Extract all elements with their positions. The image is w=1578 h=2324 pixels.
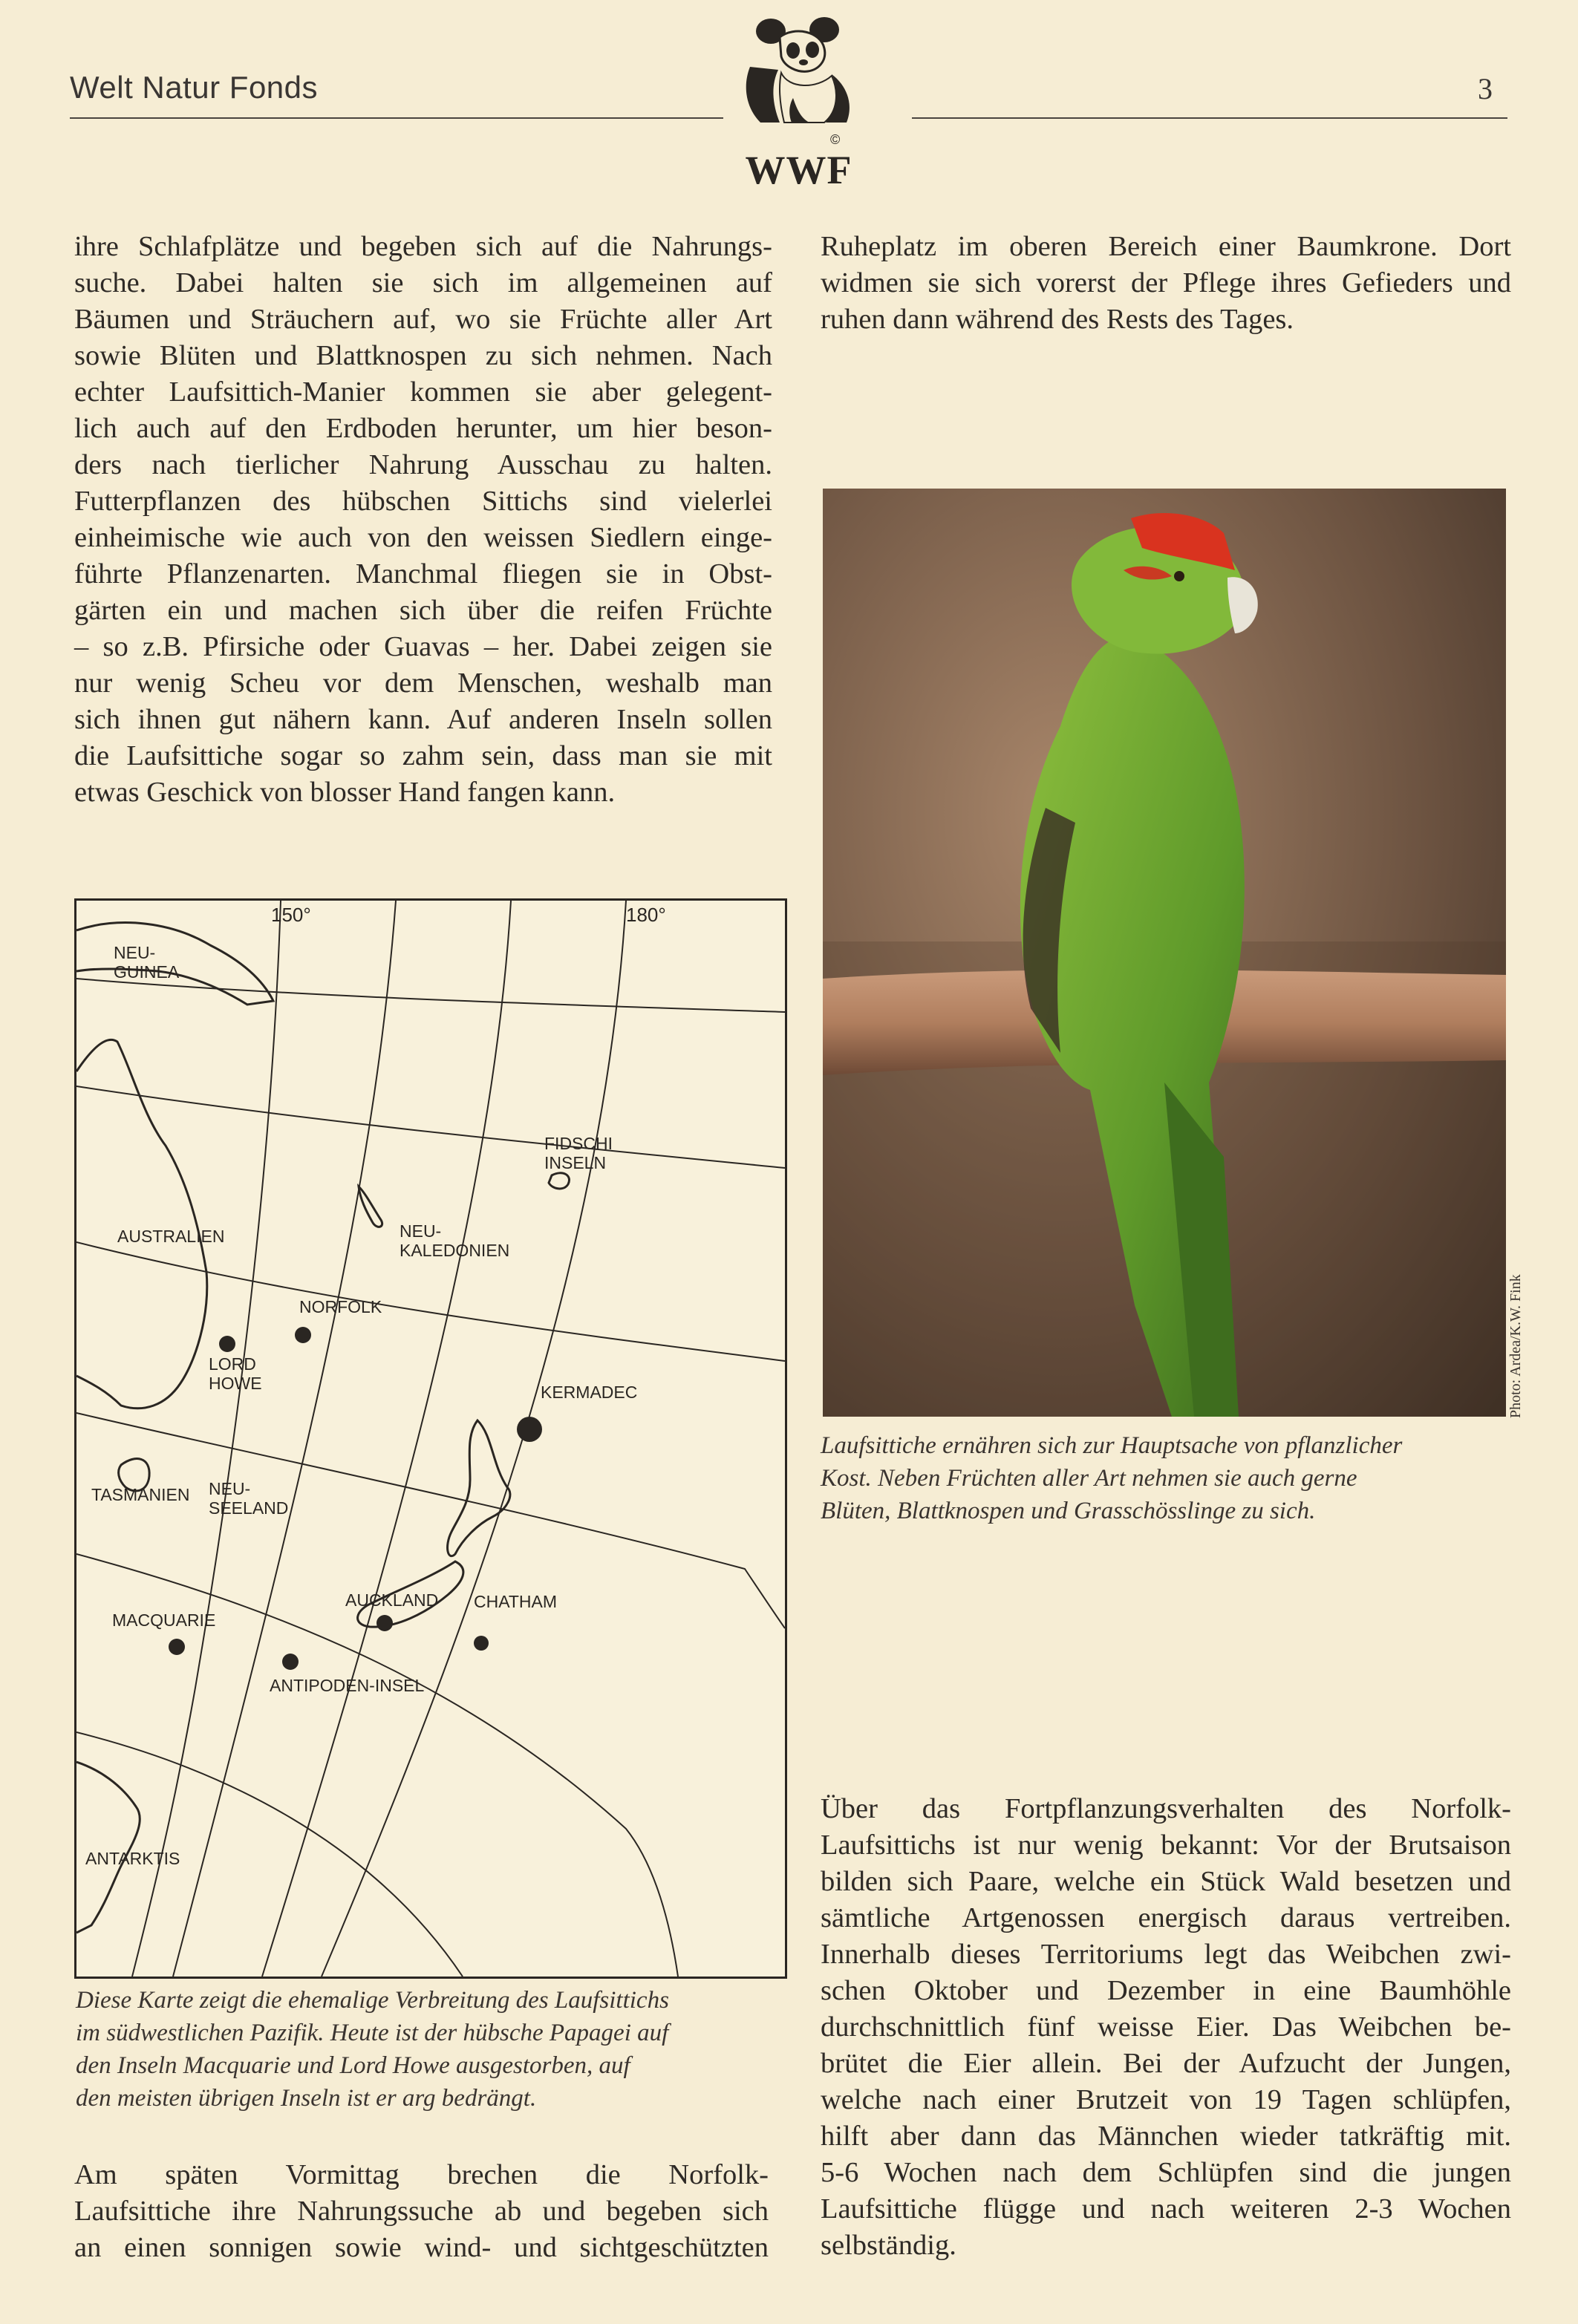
caption-line: Laufsittiche ernähren sich zur Hauptsache von pflanzlicher bbox=[821, 1432, 1403, 1459]
caption-line: Blüten, Blattknospen und Grasschösslinge zu sich. bbox=[821, 1498, 1316, 1524]
text-line: führte Pflanzenarten. Manchmal fliegen sie in Obst- bbox=[74, 558, 772, 590]
parallel-line bbox=[76, 1242, 785, 1361]
text-line: nur wenig Scheu vor dem Menschen, weshalb man bbox=[74, 668, 772, 699]
caption-line: Kost. Neben Früchten aller Art nehmen sie auch gerne bbox=[821, 1465, 1357, 1492]
text-line: etwas Geschick von blosser Hand fangen kann. bbox=[74, 777, 616, 808]
text-line: Ruheplatz im oberen Bereich einer Baumkrone. Dort bbox=[821, 231, 1511, 262]
text-line: bilden sich Paare, welche ein Stück Wald besetzen und bbox=[821, 1866, 1511, 1897]
text-line: sämtliche Artgenossen energisch daraus vertreiben. bbox=[821, 1902, 1511, 1933]
longitude-label-180: 180° bbox=[626, 904, 666, 926]
text-line: die Laufsittiche sogar so zahm sein, dass man sie mit bbox=[74, 740, 772, 771]
map-label-lord-howe: HOWE bbox=[209, 1374, 262, 1393]
meridian-line bbox=[173, 901, 396, 1977]
text-line: schen Oktober und Dezember in eine Baumhöhle bbox=[821, 1975, 1511, 2006]
text-line: welche nach einer Brutzeit von 19 Tagen schlüpfen, bbox=[821, 2084, 1511, 2115]
map-label-neuguinea: GUINEA bbox=[114, 962, 180, 982]
map-label-neuguinea: NEU- bbox=[114, 943, 156, 962]
meridian-line bbox=[322, 901, 626, 1977]
text-line: gärten ein und machen sich über die reifen Früchte bbox=[74, 595, 772, 626]
map-label-lord-howe: LORD bbox=[209, 1354, 256, 1374]
page-number: 3 bbox=[1478, 72, 1493, 105]
map-drawing bbox=[76, 901, 785, 1977]
logo-copyright: © bbox=[830, 132, 841, 147]
header-rule-right bbox=[912, 117, 1507, 119]
caption-line: im südwestlichen Pazifik. Heute ist der hübsche Papagei auf bbox=[76, 2020, 669, 2046]
macquarie-marker bbox=[169, 1639, 185, 1655]
meridian-line bbox=[262, 901, 511, 1977]
text-line: Bäumen und Sträuchern auf, wo sie Früchte aller Art bbox=[74, 304, 772, 335]
auckland-marker bbox=[376, 1615, 393, 1631]
map-label-neuseeland: NEU- bbox=[209, 1479, 251, 1498]
intro-paragraph bbox=[74, 229, 772, 811]
rest-paragraph bbox=[821, 229, 1511, 338]
parallel-line bbox=[76, 1086, 785, 1168]
map-label-chatham: CHATHAM bbox=[474, 1592, 558, 1611]
photo-caption bbox=[821, 1429, 1515, 1527]
caption-line: den Inseln Macquarie und Lord Howe ausgestorben, auf bbox=[76, 2052, 630, 2079]
parakeet-photo bbox=[823, 489, 1506, 1417]
neukaledonien-coast bbox=[359, 1187, 382, 1227]
parakeet-illustration bbox=[823, 489, 1506, 1417]
map-label-tasmanien: TASMANIEN bbox=[91, 1485, 190, 1504]
text-line: einheimische wie auch von den weissen Siedlern einge- bbox=[74, 522, 772, 553]
text-line: Futterpflanzen des hübschen Sittichs sind vielerlei bbox=[74, 486, 772, 517]
meridian-line bbox=[132, 901, 281, 1977]
text-line: – so z.B. Pfirsiche oder Guavas – her. Dabei zeigen sie bbox=[74, 631, 772, 662]
antarktis-coast bbox=[76, 1762, 140, 1933]
map-label-australien: AUSTRALIEN bbox=[117, 1227, 225, 1246]
caption-line: Diese Karte zeigt die ehemalige Verbreitung des Laufsittichs bbox=[76, 1987, 669, 2014]
text-line: hilft aber dann das Männchen wieder tatkräftig mit. bbox=[821, 2121, 1511, 2152]
distribution-map bbox=[74, 898, 787, 1979]
wwf-logo-text: WWF bbox=[745, 148, 852, 192]
breeding-paragraph bbox=[821, 1791, 1511, 2264]
lord-howe-marker bbox=[219, 1336, 235, 1352]
map-label-antipoden: ANTIPODEN-INSEL bbox=[270, 1676, 425, 1695]
text-line: ihre Schlafplätze und begeben sich auf die Nahrungs- bbox=[74, 231, 772, 262]
kermadec-marker bbox=[517, 1417, 542, 1442]
map-label-neukaledonien: KALEDONIEN bbox=[400, 1241, 510, 1260]
text-line: 5-6 Wochen nach dem Schlüpfen sind die jungen bbox=[821, 2157, 1511, 2188]
fidschi-coast bbox=[549, 1173, 569, 1189]
map-caption bbox=[76, 1984, 781, 2115]
norfolk-marker bbox=[295, 1327, 311, 1343]
text-line: echter Laufsittich-Manier kommen sie aber gelegent- bbox=[74, 376, 772, 408]
map-label-antarktis: ANTARKTIS bbox=[85, 1849, 180, 1868]
wwf-panda-logo bbox=[735, 15, 861, 126]
map-label-neuseeland: SEELAND bbox=[209, 1498, 289, 1518]
publisher-name: Welt Natur Fonds bbox=[70, 70, 319, 105]
map-label-fidschi: FIDSCHI bbox=[544, 1134, 613, 1153]
text-line: widmen sie sich vorerst der Pflege ihres Gefieders und bbox=[821, 267, 1511, 298]
antipoden-marker bbox=[282, 1654, 299, 1670]
text-line: sich ihnen gut nähern kann. Auf anderen Inseln sollen bbox=[74, 704, 772, 735]
parallel-line bbox=[76, 979, 785, 1012]
text-line: Laufsittiche flügge und nach weiteren 2-3 Wochen bbox=[821, 2193, 1511, 2225]
text-line: selbständig. bbox=[821, 2230, 956, 2261]
map-label-neukaledonien: NEU- bbox=[400, 1221, 442, 1241]
photo-credit: Photo: Ardea/K.W. Fink bbox=[1507, 1274, 1524, 1418]
text-line: ruhen dann während des Rests des Tages. bbox=[821, 304, 1294, 335]
map-label-norfolk: NORFOLK bbox=[299, 1297, 382, 1316]
caption-line: den meisten übrigen Inseln ist er arg bedrängt. bbox=[76, 2085, 537, 2112]
neuseeland-north-coast bbox=[448, 1420, 510, 1556]
late-morning-paragraph bbox=[74, 2157, 769, 2266]
map-label-macquarie: MACQUARIE bbox=[112, 1610, 216, 1630]
text-line: ders nach tierlicher Nahrung Ausschau zu halten. bbox=[74, 449, 772, 480]
australien-coast bbox=[76, 1039, 207, 1408]
header-rule-left bbox=[70, 117, 723, 119]
text-line: suche. Dabei halten sie sich im allgemeinen auf bbox=[74, 267, 772, 298]
map-label-kermadec: KERMADEC bbox=[541, 1383, 638, 1402]
text-line: Innerhalb dieses Territoriums legt das Weibchen zwi- bbox=[821, 1939, 1511, 1970]
text-line: sowie Blüten und Blattknospen zu sich nehmen. Nach bbox=[74, 340, 772, 371]
text-line: Am späten Vormittag brechen die Norfolk- bbox=[74, 2159, 769, 2190]
map-label-fidschi: INSELN bbox=[544, 1153, 607, 1172]
text-line: lich auch auf den Erdboden herunter, um hier beson- bbox=[74, 413, 772, 444]
text-line: Laufsittiche ihre Nahrungssuche ab und begeben sich bbox=[74, 2196, 769, 2227]
text-line: Laufsittichs ist nur wenig bekannt: Vor der Brutsaison bbox=[821, 1830, 1511, 1861]
text-line: brütet die Eier allein. Bei der Aufzucht der Jungen, bbox=[821, 2048, 1511, 2079]
text-line: durchschnittlich fünf weisse Eier. Das Weibchen be- bbox=[821, 2011, 1511, 2043]
text-line: Über das Fortpflanzungsverhalten des Norfolk- bbox=[821, 1793, 1511, 1824]
map-label-auckland: AUCKLAND bbox=[345, 1590, 439, 1610]
longitude-label-150: 150° bbox=[271, 904, 311, 926]
text-line: an einen sonnigen sowie wind- und sichtgeschützten bbox=[74, 2232, 769, 2263]
chatham-marker bbox=[474, 1636, 489, 1651]
